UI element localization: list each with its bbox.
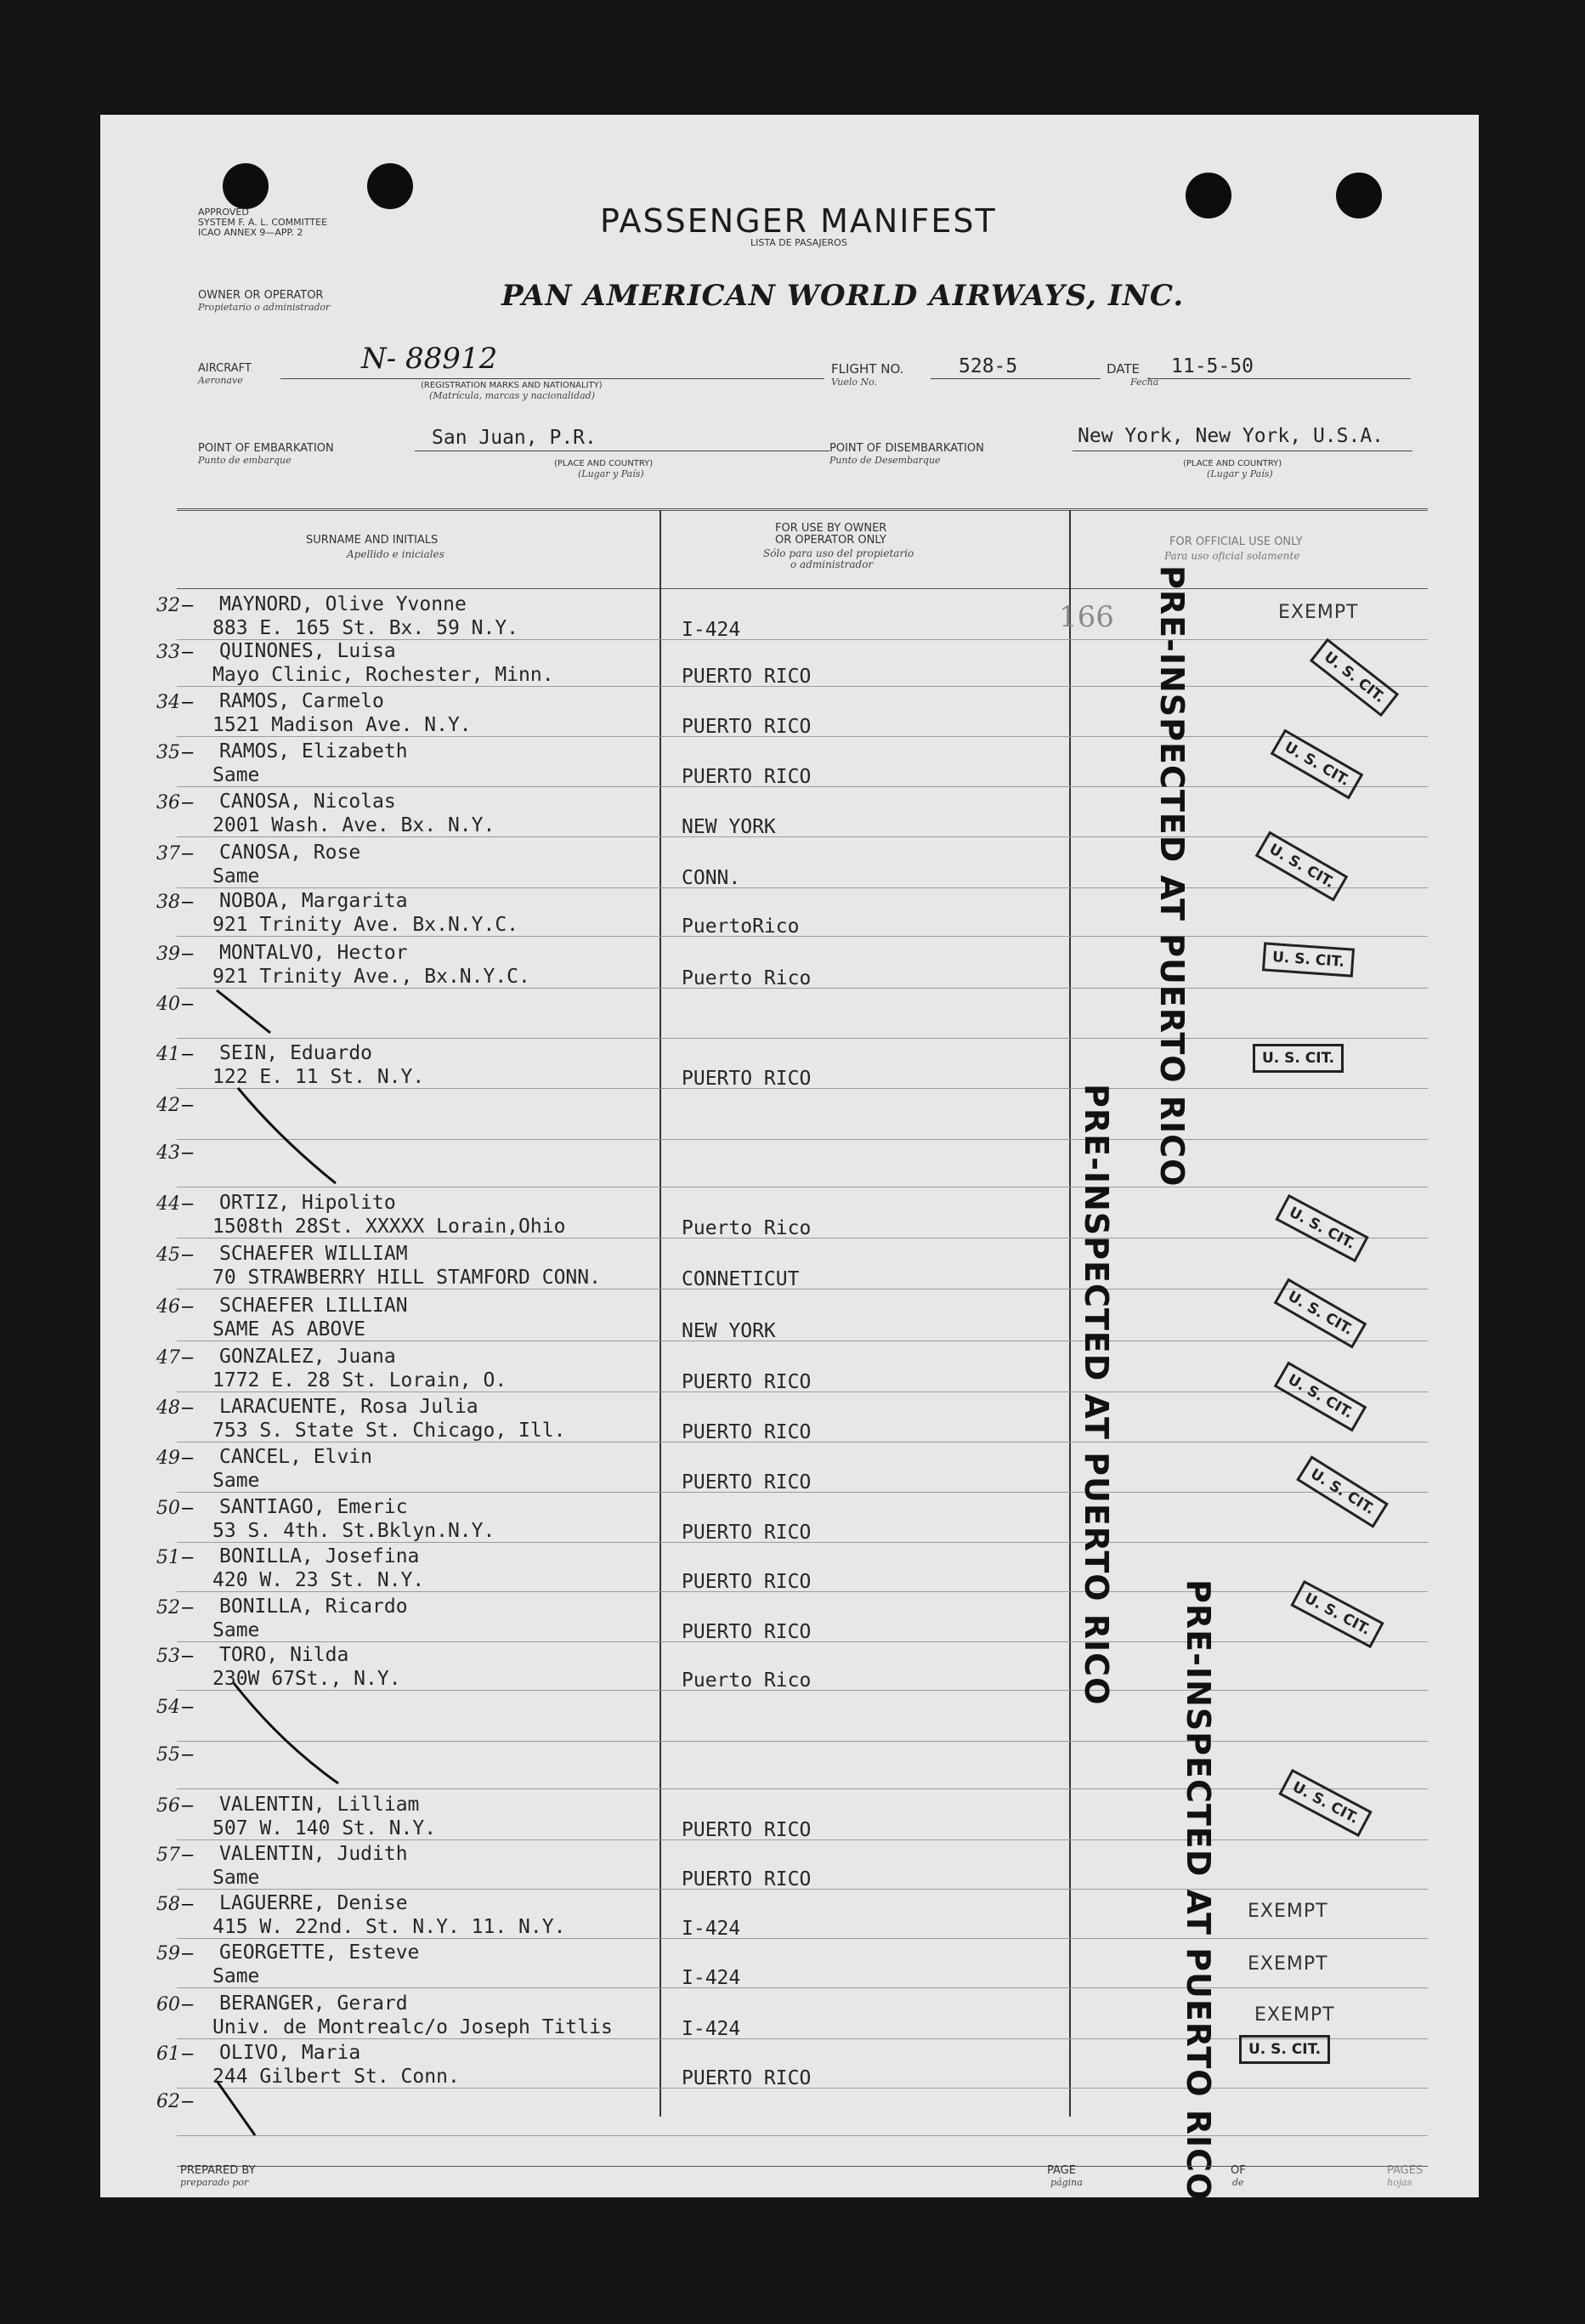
row-number-dash: – — [182, 1498, 194, 1519]
row-number-dash: – — [182, 1597, 194, 1618]
embark-caption-es: (Lugar y País) — [578, 468, 644, 479]
passenger-destination: I-424 — [682, 1967, 741, 1989]
exempt-stamp: EXEMPT — [1248, 1901, 1328, 1922]
col-name-header-es: Apellido e iniciales — [347, 548, 444, 560]
passenger-name: NOBOA, Margarita — [219, 890, 408, 912]
passenger-name: SCHAEFER LILLIAN — [219, 1295, 408, 1317]
passenger-destination: PUERTO RICO — [682, 716, 812, 738]
row-number: 58 — [156, 1894, 180, 1915]
passenger-address: Univ. de Montrealc/o Joseph Titlis — [212, 2016, 613, 2038]
column-divider — [1069, 510, 1071, 2117]
us-cit-stamp: U. S. CIT. — [1278, 1769, 1373, 1837]
passenger-address: 2001 Wash. Ave. Bx. N.Y. — [212, 814, 495, 836]
passenger-destination: PUERTO RICO — [682, 1819, 812, 1841]
disembark-caption: (PLACE AND COUNTRY) — [1183, 459, 1282, 468]
passenger-address: 1521 Madison Ave. N.Y. — [212, 714, 472, 736]
passenger-destination: PUERTO RICO — [682, 1868, 812, 1890]
passenger-address: 244 Gilbert St. Conn. — [212, 2066, 460, 2088]
row-number: 38 — [156, 892, 180, 913]
row-number: 37 — [156, 843, 180, 864]
row-rule — [177, 1987, 1428, 1988]
passenger-address: 921 Trinity Ave., Bx.N.Y.C. — [212, 966, 530, 988]
row-number-dash: – — [182, 1646, 194, 1667]
row-number: 43 — [156, 1142, 180, 1164]
passenger-name: SANTIAGO, Emeric — [219, 1496, 408, 1518]
passenger-address: 507 W. 140 St. N.Y. — [212, 1817, 437, 1839]
disembark-label: POINT OF DISEMBARKATION — [829, 442, 984, 455]
aircraft-caption: (REGISTRATION MARKS AND NATIONALITY) — [421, 381, 603, 390]
row-number: 50 — [156, 1498, 180, 1519]
row-rule — [177, 2135, 1428, 2136]
date-underline — [1147, 378, 1411, 379]
aircraft-underline — [280, 378, 824, 379]
us-cit-stamp: U. S. CIT. — [1262, 942, 1355, 977]
row-number-dash: – — [182, 1795, 194, 1817]
approved-line: ICAO ANNEX 9—APP. 2 — [198, 227, 303, 238]
row-number-dash: – — [182, 1547, 194, 1568]
col-name-header: SURNAME AND INITIALS — [306, 534, 439, 547]
page-number-mark: 166 — [1059, 600, 1114, 634]
passenger-name: TORO, Nilda — [219, 1644, 349, 1666]
row-number-dash: – — [182, 892, 194, 913]
passenger-address: Same — [212, 1619, 260, 1641]
row-number: 39 — [156, 944, 180, 965]
passenger-name: QUINONES, Luisa — [219, 640, 396, 662]
row-number-dash: – — [182, 642, 194, 663]
passenger-name: CANOSA, Rose — [219, 842, 361, 864]
col-owner-header-es: Sólo para uso del propietario — [763, 547, 914, 559]
row-number-dash: – — [182, 1142, 194, 1164]
aircraft-label: AIRCRAFT — [198, 362, 252, 375]
passenger-name: MAYNORD, Olive Yvonne — [219, 593, 467, 615]
us-cit-stamp: U. S. CIT. — [1271, 729, 1364, 800]
exempt-stamp: EXEMPT — [1254, 2004, 1335, 2026]
passenger-destination: CONN. — [682, 867, 741, 889]
row-number-dash: – — [182, 1296, 194, 1318]
passenger-address: 122 E. 11 St. N.Y. — [212, 1066, 425, 1088]
flight-value: 528-5 — [959, 355, 1018, 377]
passenger-name: GEORGETTE, Esteve — [219, 1941, 420, 1964]
passenger-address: Same — [212, 764, 260, 786]
passenger-destination: NEW YORK — [682, 1320, 776, 1342]
row-number: 53 — [156, 1646, 180, 1667]
row-number: 42 — [156, 1095, 180, 1116]
row-rule — [177, 1139, 1428, 1140]
row-number-dash: – — [182, 1845, 194, 1866]
row-number: 60 — [156, 1994, 180, 2015]
col-owner-header: FOR USE BY OWNER — [775, 522, 887, 535]
passenger-name: RAMOS, Elizabeth — [219, 740, 408, 762]
table-header-bottom-rule — [177, 588, 1428, 589]
passenger-name: VALENTIN, Lilliam — [219, 1794, 420, 1816]
passenger-destination: Puerto Rico — [682, 1669, 812, 1692]
us-cit-stamp: U. S. CIT. — [1290, 1580, 1384, 1648]
row-number: 46 — [156, 1296, 180, 1318]
passenger-address: Same — [212, 1965, 260, 1987]
embark-caption: (PLACE AND COUNTRY) — [554, 459, 654, 468]
preinspected-stamp: PRE-INSPECTED AT PUERTO RICO — [1078, 1084, 1115, 1706]
aircraft-label-es: Aeronave — [198, 375, 243, 386]
row-number: 59 — [156, 1943, 180, 1964]
flight-label: FLIGHT NO. — [831, 361, 904, 377]
row-number-dash: – — [182, 1244, 194, 1266]
row-number-dash: – — [182, 1347, 194, 1369]
row-number: 35 — [156, 742, 180, 763]
passenger-name: RAMOS, Carmelo — [219, 690, 384, 712]
passenger-name: BERANGER, Gerard — [219, 1992, 408, 2015]
passenger-address: Same — [212, 1867, 260, 1889]
row-number-dash: – — [182, 692, 194, 713]
row-number-dash: – — [182, 1448, 194, 1469]
passenger-name: OLIVO, Maria — [219, 2042, 361, 2064]
us-cit-stamp: U. S. CIT. — [1239, 2035, 1330, 2064]
passenger-destination: PUERTO RICO — [682, 1471, 812, 1494]
passenger-destination: I-424 — [682, 2018, 741, 2040]
passenger-destination: I-424 — [682, 1918, 741, 1940]
disembark-label-es: Punto de Desembarque — [829, 455, 941, 466]
row-number: 45 — [156, 1244, 180, 1266]
row-rule — [177, 836, 1428, 837]
passenger-destination: PuertoRico — [682, 915, 800, 938]
row-number-dash: – — [182, 1697, 194, 1718]
punch-hole — [367, 163, 413, 209]
preinspected-stamp: PRE-INSPECTED AT PUERTO RICO — [1153, 565, 1191, 1188]
us-cit-stamp: U. S. CIT. — [1255, 831, 1349, 902]
passenger-name: ORTIZ, Hipolito — [219, 1192, 396, 1214]
page-title: PASSENGER MANIFEST — [600, 202, 997, 240]
us-cit-stamp: U. S. CIT. — [1275, 1194, 1369, 1262]
pages-label-es: hojas — [1387, 2177, 1412, 2188]
passenger-address: Same — [212, 865, 260, 887]
row-number: 62 — [156, 2091, 180, 2112]
disembark-caption-es: (Lugar y País) — [1207, 468, 1273, 479]
passenger-destination: PUERTO RICO — [682, 1621, 812, 1643]
passenger-name: BONILLA, Ricardo — [219, 1596, 408, 1618]
col-official-header: FOR OFFICIAL USE ONLY — [1169, 536, 1303, 548]
row-number: 49 — [156, 1448, 180, 1469]
row-number-dash: – — [182, 994, 194, 1015]
exempt-stamp: EXEMPT — [1248, 1953, 1328, 1975]
us-cit-stamp: U. S. CIT. — [1274, 1362, 1367, 1432]
passenger-destination: PUERTO RICO — [682, 666, 812, 688]
row-number: 56 — [156, 1795, 180, 1817]
row-number: 44 — [156, 1193, 180, 1215]
row-number-dash: – — [182, 2043, 194, 2065]
row-number: 41 — [156, 1044, 180, 1065]
exempt-stamp: EXEMPT — [1278, 602, 1359, 623]
passenger-destination: PUERTO RICO — [682, 1522, 812, 1544]
passenger-name: MONTALVO, Hector — [219, 942, 408, 964]
passenger-destination: PUERTO RICO — [682, 1571, 812, 1593]
row-number-dash: – — [182, 1744, 194, 1766]
row-rule — [177, 1938, 1428, 1939]
column-divider — [659, 510, 661, 2117]
owner-label-es: Propietario o administrador — [198, 302, 331, 313]
punch-hole — [223, 163, 269, 209]
row-number: 52 — [156, 1597, 180, 1618]
of-label-es: de — [1232, 2177, 1244, 2188]
col-owner-header: OR OPERATOR ONLY — [775, 534, 886, 547]
flight-underline — [931, 378, 1101, 379]
owner-value: PAN AMERICAN WORLD AIRWAYS, INC. — [501, 279, 1185, 313]
row-number: 47 — [156, 1347, 180, 1369]
us-cit-stamp: U. S. CIT. — [1253, 1044, 1344, 1073]
aircraft-caption-es: (Matrícula, marcas y nacionalidad) — [429, 390, 595, 401]
passenger-name: VALENTIN, Judith — [219, 1843, 408, 1865]
col-official-header-es: Para uso oficial solamente — [1164, 550, 1300, 562]
row-number: 61 — [156, 2043, 180, 2065]
passenger-destination: CONNETICUT — [682, 1268, 800, 1290]
passenger-address: 230W 67St., N.Y. — [212, 1668, 401, 1690]
passenger-destination: PUERTO RICO — [682, 766, 812, 788]
passenger-address: 420 W. 23 St. N.Y. — [212, 1569, 425, 1591]
passenger-address: 70 STRAWBERRY HILL STAMFORD CONN. — [212, 1267, 601, 1289]
passenger-name: LAGUERRE, Denise — [219, 1892, 408, 1914]
passenger-destination: I-424 — [682, 619, 741, 641]
passenger-address: 883 E. 165 St. Bx. 59 N.Y. — [212, 617, 519, 639]
disembark-value: New York, New York, U.S.A. — [1078, 425, 1384, 447]
passenger-address: Mayo Clinic, Rochester, Minn. — [212, 664, 554, 686]
row-number-dash: – — [182, 1044, 194, 1065]
row-number: 51 — [156, 1547, 180, 1568]
row-number: 48 — [156, 1397, 180, 1419]
passenger-destination: PUERTO RICO — [682, 1068, 812, 1090]
row-number-dash: – — [182, 1894, 194, 1915]
row-number: 57 — [156, 1845, 180, 1866]
passenger-address: Same — [212, 1470, 260, 1492]
row-number-dash: – — [182, 1994, 194, 2015]
col-owner-header-es: o administrador — [790, 558, 874, 570]
table-top-rule — [177, 508, 1428, 511]
embark-label-es: Punto de embarque — [198, 455, 292, 466]
punch-hole — [1186, 173, 1231, 218]
row-rule — [177, 1187, 1428, 1188]
row-rule — [177, 1741, 1428, 1742]
passenger-name: GONZALEZ, Juana — [219, 1346, 396, 1368]
passenger-destination: PUERTO RICO — [682, 2067, 812, 2089]
row-number-dash: – — [182, 2091, 194, 2112]
row-rule — [177, 1788, 1428, 1789]
preinspected-stamp: PRE-INSPECTED AT PUERTO RICO — [1180, 1579, 1217, 2202]
pages-label: PAGES — [1387, 2164, 1424, 2177]
row-number-dash: – — [182, 1397, 194, 1419]
us-cit-stamp: U. S. CIT. — [1274, 1278, 1367, 1349]
row-number-dash: – — [182, 595, 194, 616]
row-rule — [177, 1289, 1428, 1290]
aircraft-value: N- 88912 — [361, 342, 498, 376]
embark-label: POINT OF EMBARKATION — [198, 442, 334, 455]
passenger-address: SAME AS ABOVE — [212, 1318, 366, 1341]
page-label-es: página — [1050, 2177, 1083, 2188]
owner-label: OWNER OR OPERATOR — [198, 289, 324, 302]
date-label: DATE — [1107, 361, 1141, 377]
passenger-address: 415 W. 22nd. St. N.Y. 11. N.Y. — [212, 1916, 566, 1938]
passenger-destination: Puerto Rico — [682, 1217, 812, 1239]
row-number-dash: – — [182, 944, 194, 965]
approved-line: SYSTEM F. A. L. COMMITTEE — [198, 217, 328, 228]
passenger-name: CANOSA, Nicolas — [219, 791, 396, 813]
punch-hole — [1336, 173, 1382, 218]
passenger-address: 53 S. 4th. St.Bklyn.N.Y. — [212, 1520, 495, 1542]
row-rule — [177, 887, 1428, 888]
date-value: 11-5-50 — [1171, 355, 1254, 377]
flight-label-es: Vuelo No. — [831, 377, 878, 388]
row-number: 40 — [156, 994, 180, 1015]
row-number-dash: – — [182, 1943, 194, 1964]
row-number: 36 — [156, 792, 180, 813]
approved-line: APPROVED — [198, 207, 249, 218]
page-title-es: LISTA DE PASAJEROS — [750, 237, 847, 248]
row-number-dash: – — [182, 742, 194, 763]
date-label-es: Fecha — [1130, 377, 1159, 388]
row-number-dash: – — [182, 1095, 194, 1116]
passenger-destination: NEW YORK — [682, 816, 776, 838]
passenger-address: 921 Trinity Ave. Bx.N.Y.C. — [212, 914, 519, 936]
row-number: 54 — [156, 1697, 180, 1718]
passenger-name: SCHAEFER WILLIAM — [219, 1243, 408, 1265]
row-number: 33 — [156, 642, 180, 663]
row-number: 32 — [156, 595, 180, 616]
row-rule — [177, 936, 1428, 937]
passenger-address: 1508th 28St. XXXXX Lorain,Ohio — [212, 1216, 566, 1238]
passenger-destination: PUERTO RICO — [682, 1371, 812, 1393]
row-rule — [177, 1038, 1428, 1039]
prepared-label: PREPARED BY — [180, 2164, 256, 2177]
row-number: 55 — [156, 1744, 180, 1766]
passenger-name: BONILLA, Josefina — [219, 1545, 420, 1567]
row-number-dash: – — [182, 1193, 194, 1215]
embark-value: San Juan, P.R. — [432, 427, 597, 449]
passenger-destination: Puerto Rico — [682, 967, 812, 989]
prepared-label-es: preparado por — [180, 2177, 249, 2188]
us-cit-stamp: U. S. CIT. — [1310, 638, 1399, 717]
passenger-name: LARACUENTE, Rosa Julia — [219, 1396, 478, 1418]
passenger-name: SEIN, Eduardo — [219, 1042, 373, 1064]
row-number-dash: – — [182, 843, 194, 864]
passenger-name: CANCEL, Elvin — [219, 1446, 373, 1468]
passenger-destination: PUERTO RICO — [682, 1421, 812, 1443]
of-label: OF — [1231, 2164, 1246, 2177]
passenger-address: 1772 E. 28 St. Lorain, O. — [212, 1369, 507, 1392]
passenger-address: 753 S. State St. Chicago, Ill. — [212, 1420, 566, 1442]
us-cit-stamp: U. S. CIT. — [1296, 1455, 1389, 1528]
page-label: PAGE — [1047, 2164, 1076, 2177]
row-number-dash: – — [182, 792, 194, 813]
row-number: 34 — [156, 692, 180, 713]
